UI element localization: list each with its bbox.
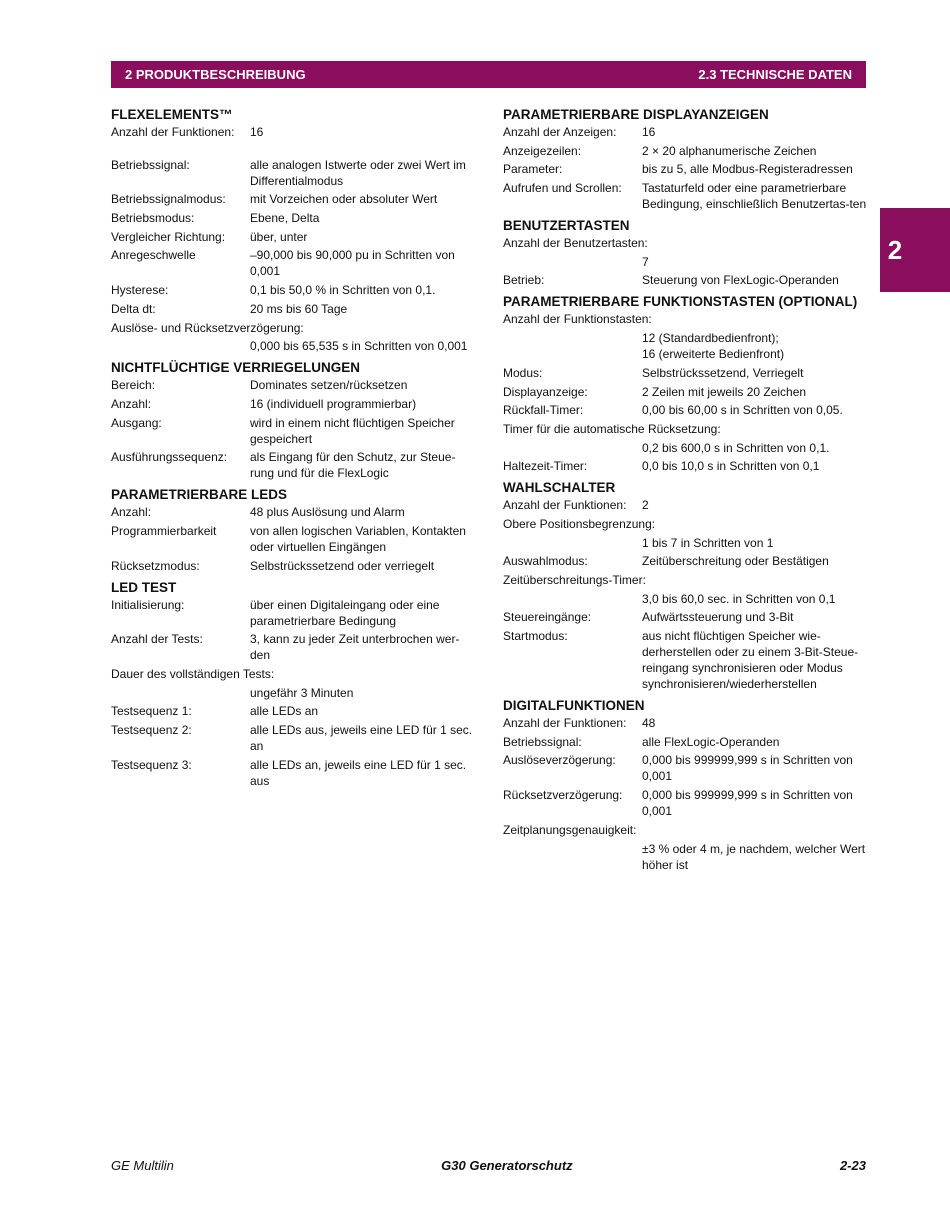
spec-row xyxy=(503,365,871,381)
spec-value: über, unter xyxy=(250,229,308,244)
spec-value: 0,000 bis 999999,999 s in Schritten von 0,001 xyxy=(642,788,853,819)
spec-label: Initialisierung: xyxy=(111,597,185,612)
spec-row xyxy=(111,124,479,140)
spec-label: Testsequenz 1: xyxy=(111,704,192,719)
spec-value: Selbstrückssetzend, Verriegelt xyxy=(642,365,804,380)
spec-label: Betriebssignal: xyxy=(111,157,190,172)
spec-row xyxy=(111,396,479,412)
spec-value: 0,000 bis 999999,999 s in Schritten von 0,001 xyxy=(642,753,853,784)
spec-label: Anzahl: xyxy=(111,396,152,411)
section-heading: WAHLSCHALTER xyxy=(503,480,616,496)
spec-row xyxy=(111,558,479,574)
spec-label: Steuereingänge: xyxy=(503,610,592,625)
spec-value: Steuerung von FlexLogic-Operanden xyxy=(642,273,839,288)
spec-label: Auslöseverzögerung: xyxy=(503,753,616,768)
function-keys-section xyxy=(503,294,871,474)
spec-label: Bereich: xyxy=(111,378,156,393)
digital-section xyxy=(503,698,871,872)
spec-value: 48 xyxy=(642,716,656,731)
section-heading: PARAMETRIERBARE DISPLAYANZEIGEN xyxy=(503,107,769,122)
spec-label: Displayanzeige: xyxy=(503,384,588,399)
spec-full-label: Anzahl der Benutzertasten: xyxy=(503,236,648,251)
chapter-tab xyxy=(880,208,950,292)
spec-value: 2 xyxy=(642,498,649,513)
spec-value: 0,00 bis 60,00 s in Schritten von 0,05. xyxy=(642,403,843,418)
spec-label: Betriebsmodus: xyxy=(111,211,195,226)
spec-indented-value: 3,0 bis 60,0 sec. in Schritten von 0,1 xyxy=(642,591,836,606)
spec-row xyxy=(111,282,479,298)
spec-full-label: Dauer des vollständigen Tests: xyxy=(111,667,275,681)
spec-row xyxy=(503,628,871,692)
spacer xyxy=(111,143,479,157)
spec-row xyxy=(111,191,479,207)
spec-value: alle LEDs an xyxy=(250,704,319,719)
spec-label: Anregeschwelle xyxy=(111,248,196,263)
spec-value: als Eingang für den Schutz, zur Steue-rung und für die FlexLogic xyxy=(250,450,456,481)
page-footer xyxy=(111,1158,866,1173)
spec-label: Betriebssignal: xyxy=(503,734,582,749)
selector-section xyxy=(503,480,871,692)
spec-row xyxy=(503,272,871,288)
spec-row xyxy=(111,415,479,447)
spec-row xyxy=(111,597,479,629)
spec-full-label: Auslöse- und Rücksetzverzögerung: xyxy=(111,320,304,335)
spec-indented-value: ±3 % oder 4 m, je nachdem, welcher Wert höher ist xyxy=(642,841,866,872)
spec-row xyxy=(111,229,479,245)
section-title: 2.3 TECHNISCHE DATEN xyxy=(698,67,852,82)
footer-product: G30 Generatorschutz xyxy=(441,1158,573,1173)
spec-row xyxy=(111,247,479,279)
spec-row xyxy=(503,787,871,819)
spec-label: Vergleicher Richtung: xyxy=(111,229,226,244)
spec-label: Anzahl der Tests: xyxy=(111,632,203,647)
left-column xyxy=(111,105,479,795)
spec-label: Anzahl: xyxy=(111,505,152,520)
user-keys-section xyxy=(503,218,871,288)
spec-label: Aufrufen und Scrollen: xyxy=(503,181,622,196)
spec-indented-value: 1 bis 7 in Schritten von 1 xyxy=(642,535,774,550)
spec-value: 2 × 20 alphanumerische Zeichen xyxy=(642,143,817,158)
spec-row xyxy=(111,449,479,481)
spec-row xyxy=(503,752,871,784)
spec-full-label: Zeitplanungsgenauigkeit: xyxy=(503,822,637,837)
section-heading: PARAMETRIERBARE FUNKTIONSTASTEN (OPTIONAL) xyxy=(503,294,858,310)
spec-value: wird in einem nicht flüchtigen Speicher gespeichert xyxy=(250,415,455,446)
spec-value: 0,0 bis 10,0 s in Schritten von 0,1 xyxy=(642,459,820,474)
spec-row xyxy=(111,157,479,189)
spec-row xyxy=(503,609,871,625)
spec-value: Tastaturfeld oder eine parametrierbare Bedingung, einschließlich Benutzertas-ten xyxy=(642,181,867,212)
spec-value: alle FlexLogic-Operanden xyxy=(642,734,780,749)
spec-row xyxy=(111,210,479,226)
spec-label: Hysterese: xyxy=(111,283,169,298)
section-header-bar xyxy=(111,61,866,88)
spec-row xyxy=(503,384,871,400)
spec-row xyxy=(111,631,479,663)
spec-label: Delta dt: xyxy=(111,301,156,316)
spec-indented-value: ungefähr 3 Minuten xyxy=(250,685,354,700)
spec-row xyxy=(503,180,871,212)
spec-label: Ausgang: xyxy=(111,415,162,430)
spec-label: Rückfall-Timer: xyxy=(503,403,584,418)
spec-row xyxy=(111,757,479,789)
spec-label: Parameter: xyxy=(503,162,563,177)
chapter-title: 2 PRODUKTBESCHREIBUNG xyxy=(125,67,306,82)
spec-row xyxy=(111,301,479,317)
spec-row xyxy=(503,458,871,474)
section-heading: BENUTZERTASTEN xyxy=(503,218,630,234)
right-column xyxy=(503,105,871,879)
displays-section xyxy=(503,107,871,212)
spec-value: alle analogen Istwerte oder zwei Wert im Differentialmodus xyxy=(250,157,466,188)
spec-label: Startmodus: xyxy=(503,629,568,644)
spec-label: Rücksetzverzögerung: xyxy=(503,788,623,803)
spec-row xyxy=(111,703,479,719)
spec-label: Anzeigezeilen: xyxy=(503,143,582,158)
spec-row xyxy=(503,161,871,177)
spec-row xyxy=(503,124,871,140)
spec-value: 3, kann zu jeder Zeit unterbrochen wer-den xyxy=(250,632,460,663)
latches-section xyxy=(111,360,479,481)
spec-row xyxy=(111,504,479,520)
spec-row xyxy=(503,553,871,569)
page-number: 2-23 xyxy=(839,1158,866,1173)
spec-label: Anzahl der Anzeigen: xyxy=(503,125,617,139)
spec-row xyxy=(503,734,871,750)
spec-label: Betrieb: xyxy=(503,273,545,288)
spec-indented-value: 0,000 bis 65,535 s in Schritten von 0,001 xyxy=(250,339,468,354)
spec-value: Ebene, Delta xyxy=(250,211,320,226)
spec-value: 16 xyxy=(250,125,264,139)
spec-label: Modus: xyxy=(503,365,543,380)
section-heading: DIGITALFUNKTIONEN xyxy=(503,698,645,714)
spec-label: Testsequenz 2: xyxy=(111,723,192,738)
spec-value: 2 Zeilen mit jeweils 20 Zeichen xyxy=(642,384,807,399)
spec-value: alle LEDs aus, jeweils eine LED für 1 sec. an xyxy=(250,723,473,754)
spec-row xyxy=(503,715,871,731)
spec-value: 20 ms bis 60 Tage xyxy=(250,301,348,316)
section-heading: LED TEST xyxy=(111,579,177,595)
spec-full-label: Obere Positionsbegrenzung: xyxy=(503,516,656,531)
section-heading: NICHTFLÜCHTIGE VERRIEGELUNGEN xyxy=(111,360,361,376)
spec-indented-value: 7 xyxy=(642,254,649,269)
spec-value: 0,1 bis 50,0 % in Schritten von 0,1. xyxy=(250,283,436,298)
spec-indented-value: 16 (erweiterte Bedienfront) xyxy=(642,347,785,362)
spec-full-label: Zeitüberschreitungs-Timer: xyxy=(503,573,646,587)
spec-full-label: Anzahl der Funktionstasten: xyxy=(503,312,652,327)
spec-value: bis zu 5, alle Modbus-Registeradressen xyxy=(642,162,853,177)
spec-label: Anzahl der Funktionen: xyxy=(111,125,235,139)
spec-value: mit Vorzeichen oder absoluter Wert xyxy=(250,192,438,207)
spec-label: Testsequenz 3: xyxy=(111,757,192,772)
leds-section xyxy=(111,487,479,573)
spec-value: –90,000 bis 90,000 pu in Schritten von 0,001 xyxy=(250,248,455,279)
spec-row xyxy=(111,523,479,555)
led-test-section xyxy=(111,580,479,789)
spec-value: Zeitüberschreitung oder Bestätigen xyxy=(642,554,829,569)
spec-value: 48 plus Auslösung und Alarm xyxy=(250,505,405,520)
spec-label: Programmierbarkeit xyxy=(111,523,217,538)
spec-row xyxy=(503,143,871,159)
spec-value: aus nicht flüchtigen Speicher wie-derherstellen oder zu einem 3-Bit-Steue-reingang synchronisieren oder Modus synchronisieren/wiederherstellen xyxy=(642,629,859,692)
spec-label: Auswahlmodus: xyxy=(503,554,588,569)
spec-value: von allen logischen Variablen, Kontakten oder virtuellen Eingängen xyxy=(250,523,466,554)
chapter-tab-number: 2 xyxy=(887,234,903,265)
spec-label: Anzahl der Funktionen: xyxy=(503,716,627,731)
spec-row xyxy=(503,402,871,418)
flexelements-section xyxy=(111,107,479,354)
spec-indented-value: 0,2 bis 600,0 s in Schritten von 0,1. xyxy=(642,440,830,455)
spec-row xyxy=(111,377,479,393)
section-heading: PARAMETRIERBARE LEDS xyxy=(111,487,288,503)
spec-label: Ausführungssequenz: xyxy=(111,450,228,465)
spec-value: 16 (individuell programmierbar) xyxy=(250,396,417,411)
spec-value: 16 xyxy=(642,125,656,139)
spec-label: Betriebssignalmodus: xyxy=(111,192,226,207)
spec-value: alle LEDs an, jeweils eine LED für 1 sec. aus xyxy=(250,757,467,788)
spec-indented-value: 12 (Standardbedienfront); xyxy=(642,331,779,346)
footer-company: GE Multilin xyxy=(111,1158,174,1173)
section-heading: FLEXELEMENTS™ xyxy=(111,107,233,122)
spec-label: Anzahl der Funktionen: xyxy=(503,498,627,513)
spec-value: Selbstrückssetzend oder verriegelt xyxy=(250,558,435,573)
spec-value: Dominates setzen/rücksetzen xyxy=(250,378,408,393)
spec-value: Aufwärtssteuerung und 3-Bit xyxy=(642,610,794,625)
spec-label: Rücksetzmodus: xyxy=(111,558,200,573)
spec-label: Haltezeit-Timer: xyxy=(503,459,588,474)
spec-row xyxy=(111,722,479,754)
spec-value: über einen Digitaleingang oder eine parametrierbare Bedingung xyxy=(250,597,440,628)
spec-row xyxy=(503,497,871,513)
spec-full-label: Timer für die automatische Rücksetzung: xyxy=(503,421,721,436)
